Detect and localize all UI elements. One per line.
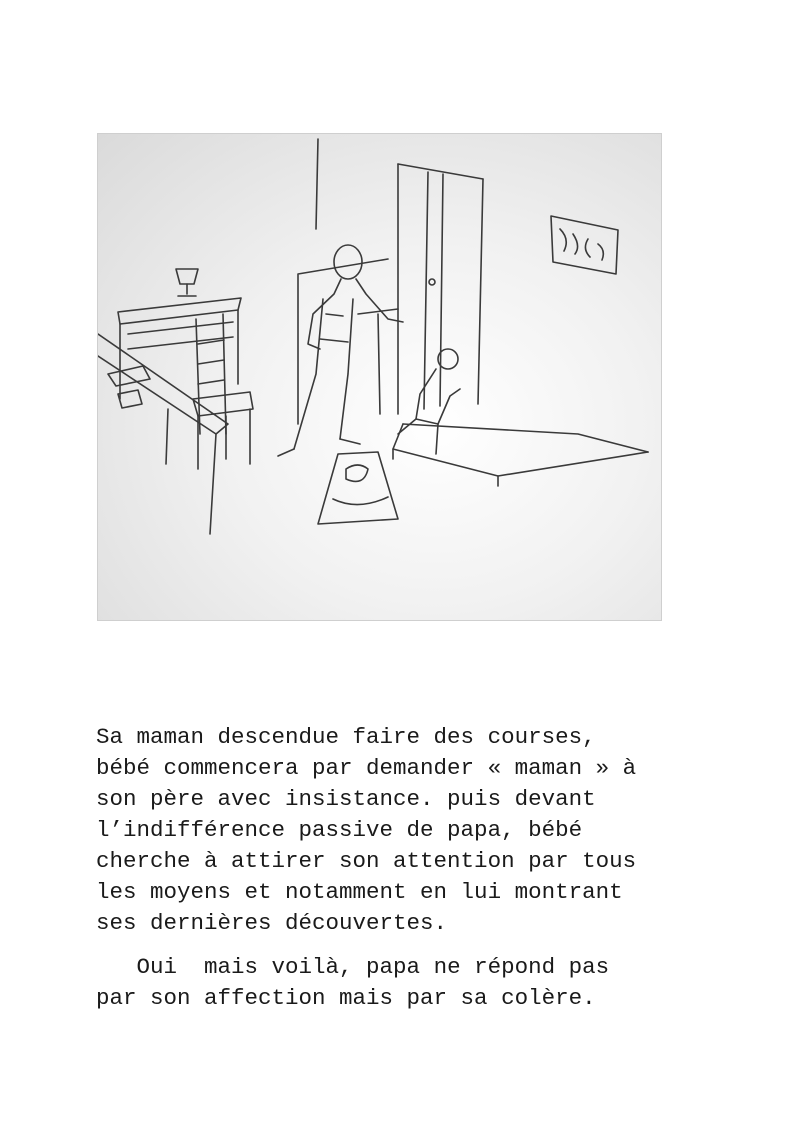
story-text <box>96 722 716 1014</box>
paragraph-1 <box>96 722 716 939</box>
rug-drawing <box>318 452 398 524</box>
text-line: les moyens et notamment en lui montrant <box>96 879 623 905</box>
text-line: l’indifférence passive de papa, bébé <box>96 817 583 843</box>
text-line: son père avec insistance. puis devant <box>96 786 596 812</box>
room-scene-drawing <box>98 134 661 620</box>
text-line: par son affection mais par sa colère. <box>96 985 596 1011</box>
text-line: Sa maman descendue faire des courses, <box>96 724 596 750</box>
paragraph-2 <box>96 952 716 1014</box>
sketch-illustration <box>97 133 662 621</box>
child-figure-drawing <box>398 349 460 454</box>
chair-drawing <box>193 314 253 469</box>
text-line: bébé commencera par demander « maman » à <box>96 755 637 781</box>
wall-corner-line <box>316 139 318 229</box>
door-drawing <box>398 164 483 414</box>
wall-painting-drawing <box>551 216 618 274</box>
text-line: Oui mais voilà, papa ne répond pas <box>96 954 610 980</box>
bed-drawing <box>393 424 648 486</box>
text-line: ses dernières découvertes. <box>96 910 448 936</box>
father-figure-drawing <box>278 245 403 456</box>
text-line: cherche à attirer son attention par tous <box>96 848 637 874</box>
table-drawing <box>98 334 228 534</box>
